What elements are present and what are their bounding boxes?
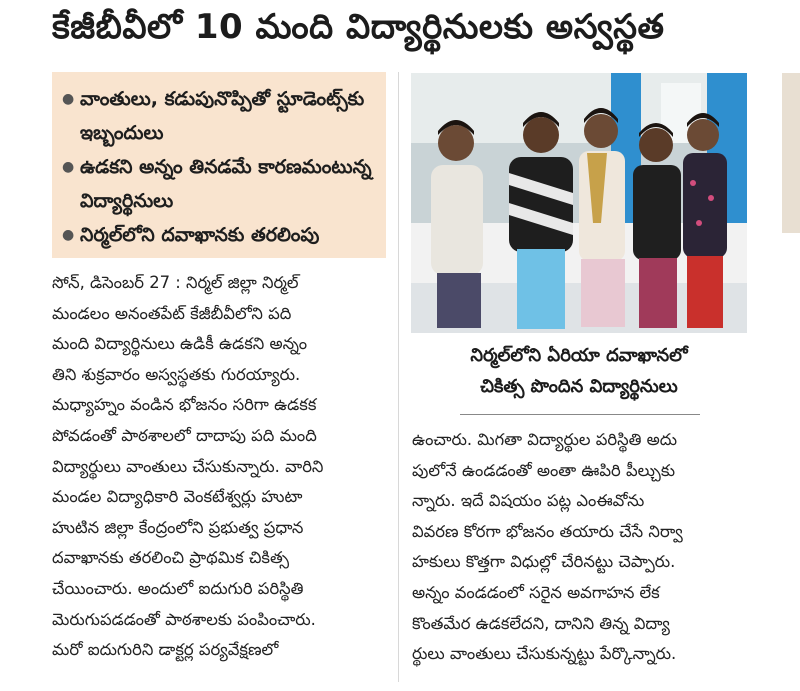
article-line: మండలం అనంతపేట్ కేజీబీవీలోని పది [52,303,292,323]
caption-line: చికిత్స పొందిన విద్యార్థినులు [480,376,678,397]
adjacent-photo-edge [782,73,800,233]
caption-divider [460,414,700,415]
highlight-item [62,150,378,218]
article-line: పులోనే ఉండడంతో అంతా ఊపిరి పీల్చుకు [412,460,676,480]
article-line: కొంతమేర ఉడకలేదని, దానిని తిన్న విద్యా [412,613,670,633]
bullet-icon: ● [62,159,75,175]
article-body-right [412,425,748,670]
article-line: పోవడంతో పాఠశాలలో దాదాపు పది మంది [52,425,317,445]
highlight-text: నిర్మల్‌లోని దవాఖానకు తరలింపు [80,224,320,246]
caption-line: నిర్మల్‌లోని ఏరియా దవాఖానలో [470,345,688,366]
article-line: విద్యార్థులు వాంతులు చేసుకున్నారు. వారిని [52,456,324,476]
highlight-item [62,82,378,150]
article-line: అన్నం వండడంలో సరైన అవగాహన లేక [412,582,660,602]
highlights-box [52,72,386,258]
highlight-text: ఉడకని అన్నం తినడమే కారణమంటున్న విద్యార్థినులు [80,156,372,212]
article-line: మరో ఐదుగురిని డాక్టర్ల పర్యవేక్షణలో [52,640,279,660]
article-line: ఉంచారు. మిగతా విద్యార్థుల పరిస్థితి అదు [412,430,677,449]
highlight-text: వాంతులు, కడుపునొప్పితో స్టూడెంట్స్‌కు ఇబ్బందులు [80,88,365,144]
article-line: దవాఖానకు తరలించి ప్రాథమిక చికిత్స [52,548,290,568]
bullet-icon: ● [62,227,75,243]
article-line: ర్థులు వాంతులు చేసుకున్నట్టు పేర్కొన్నారు. [412,644,677,664]
news-photo [411,73,747,333]
article-line: వివరణ కోరగా భోజనం తయారు చేసే నిర్వా [412,521,683,541]
article-line: మండల విద్యాధికారి వెంకటేశ్వర్లు హుటా [52,487,303,507]
students-photo-illustration [411,73,747,333]
article-line: సోన్, డిసెంబర్ 27 : నిర్మల్ జిల్లా నిర్మల్ [52,273,299,292]
article-line: మెరుగుపడడంతో పాఠశాలకు పంపించారు. [52,609,316,629]
column-divider [398,72,399,682]
photo-caption [411,340,747,402]
article-line: మధ్యాహ్నం వండిన భోజనం సరిగా ఉడకక [52,395,317,415]
article-line: హకులు కొత్తగా విధుల్లో చేరినట్టు చెప్పారు. [412,552,676,572]
highlight-item [62,218,378,252]
article-line: హుటిన జిల్లా కేంద్రంలోని ప్రభుత్వ ప్రధాన [52,517,304,537]
bullet-icon: ● [62,91,75,107]
article-body-left [52,268,390,666]
article-line: మంది విద్యార్థినులు ఉడికీ ఉడకని అన్నం [52,334,308,354]
article-line: తిని శుక్రవారం అస్వస్థతకు గురయ్యారు. [52,364,301,384]
article-line: న్నారు. ఇదే విషయం పట్ల ఎంఈవోను [412,491,645,511]
article-line: చేయించారు. అందులో ఐదుగురి పరిస్థితి [52,578,304,598]
headline: కేజీబీవీలో 10 మంది విద్యార్థినులకు అస్వస్థత [52,7,665,47]
